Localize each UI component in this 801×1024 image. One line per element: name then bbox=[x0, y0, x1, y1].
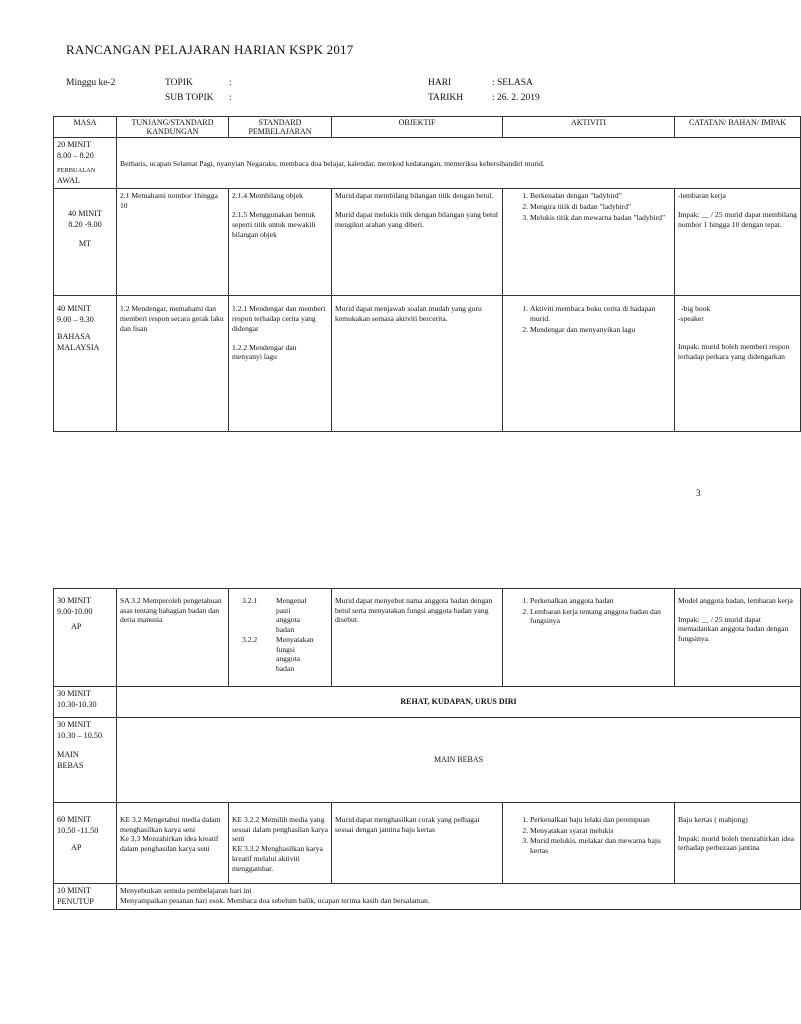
list-item: 2. Menyatakan syarat melukis bbox=[530, 826, 671, 836]
aktiviti-cell bbox=[503, 803, 675, 884]
catatan-cell: -lembaran kerja Impak: __ / 25 murid dapat membilang nombor 1 hingga 10 dengan tepat. bbox=[675, 189, 801, 296]
objektif-cell: Murid dapat menyebut nama anggota badan dengan betul serta menyatakan fungsi anggota badan yang disebut. bbox=[332, 589, 503, 687]
hari-label: HARI bbox=[428, 78, 452, 88]
objektif-cell: Murid dapat menghasilkan corak yang pelbagai sesuai dengan jantina baju kertas bbox=[332, 803, 503, 884]
list-item: 3. Melukis titik dan mewarna badan "ladybird" bbox=[530, 213, 671, 223]
assembly-text: Berbaris, ucapan Selamat Pagi, nyanyian Negaraku, membaca doa belajar, kalendar, merekod kedatangan, memeriksa kebersihandiri murid. bbox=[117, 138, 801, 189]
tarikh-value: : 26. 2. 2019 bbox=[492, 93, 540, 103]
lesson-plan-table-2 bbox=[53, 588, 801, 910]
list-item: 1. Aktiviti membaca buku cerita di hadapan murid. bbox=[530, 304, 671, 323]
lesson-plan-table-1 bbox=[53, 116, 801, 432]
table-row bbox=[54, 803, 801, 884]
header-masa: MASA bbox=[54, 117, 117, 138]
masa-cell: 30 MINIT 10.30-10.30 bbox=[54, 687, 117, 718]
aktiviti-cell bbox=[503, 589, 675, 687]
list-item: 1. Berkenalan dengan "ladybird" bbox=[530, 191, 671, 201]
list-item: 1. Perkenalkan anggota badan bbox=[530, 596, 671, 606]
standard-pembelajaran-cell: 3.2.1 Mengenal pasti anggota badan 3.2.2 Menyatakan fungsi anggota badan bbox=[229, 589, 332, 687]
page-number: 3 bbox=[696, 488, 701, 498]
list-item: 3. Murid melukis, melakar dan mewarna baju kertas bbox=[530, 836, 671, 855]
masa-cell: 10 MINIT PENUTUP bbox=[54, 884, 117, 910]
header-objektif: OBJEKTIF bbox=[332, 117, 503, 138]
standard-pembelajaran-cell: 1.2.1 Mendengar dan memberi respon terhadap cerita yang didengar 1.2.2 Mendengar dan menyanyi lagu bbox=[229, 296, 332, 432]
topik-value: : bbox=[229, 78, 232, 88]
table-row bbox=[54, 189, 801, 296]
topik-label: TOPIK bbox=[165, 78, 193, 88]
standard-kandungan-cell: 2.1 Memahami nombor 1hingga 10 bbox=[117, 189, 229, 296]
table-header-row bbox=[54, 117, 801, 138]
catatan-cell: -big book -speaker Impak: murid boleh memberi respon terhadap perkara yang didengarkan bbox=[675, 296, 801, 432]
standard-kandungan-cell: 1.2 Mendengar, memahami dan memberi respon secara gerak laku dan lisan bbox=[117, 296, 229, 432]
catatan-cell: Baju kertas ( mahjong) Impak: murid boleh menzahirkan idea terhadap perbezaan jantina bbox=[675, 803, 801, 884]
aktiviti-cell bbox=[503, 296, 675, 432]
hari-value: : SELASA bbox=[492, 78, 533, 88]
table-row bbox=[54, 884, 801, 910]
standard-pembelajaran-cell: KE 3.2.2 Memilih media yang sesuai dalam penghasilan karya seni KE 3.3.2 Menghasilkan karya kreatif melalui aktiviti menggambar. bbox=[229, 803, 332, 884]
penutup-text: Menyebutkan semula pembelajaran hari ini Menyampaikan pesanan hari esok. Membaca doa sebelum balik, ucapan terima kasih dan bersalaman. bbox=[117, 884, 801, 910]
header-aktiviti: AKTIVITI bbox=[503, 117, 675, 138]
rehat-label: REHAT, KUDAPAN, URUS DIRI bbox=[117, 687, 801, 718]
table-row bbox=[54, 589, 801, 687]
page-title: RANCANGAN PELAJARAN HARIAN KSPK 2017 bbox=[66, 42, 354, 57]
header-standard-pembelajaran: STANDARD PEMBELAJARAN bbox=[229, 117, 332, 138]
subtopik-value: : bbox=[229, 93, 232, 103]
masa-cell: 30 MINIT 9.00-10.00 AP bbox=[54, 589, 117, 687]
objektif-cell: Murid dapat membilang bilangan titik dengan betul. Murid dapat melukis titik dengan bilangan yang betul mengikut arahan yang diberi. bbox=[332, 189, 503, 296]
list-item: 2. Mengira titik di badan "ladybird" bbox=[530, 202, 671, 212]
list-item: 1. Perkenalkan baju lelaki dan perempuan bbox=[530, 815, 671, 825]
table-row bbox=[54, 687, 801, 718]
standard-pembelajaran-cell: 2.1.4 Membilang objek 2.1.5 Menggunakan bentuk seperti titik untuk mewakili bilangan objek bbox=[229, 189, 332, 296]
catatan-cell: Model anggota badan, lembaran kerja Impak: __ / 25 murid dapat memadankan anggota badan dengan fungsinya. bbox=[675, 589, 801, 687]
objektif-cell: Murid dapat menjawab soalan mudah yang guru kemukakan semasa aktiviti bercerita. bbox=[332, 296, 503, 432]
aktiviti-cell bbox=[503, 189, 675, 296]
list-item: 2. Mendengar dan menyanyikan lagu bbox=[530, 325, 671, 335]
standard-kandungan-cell: KE 3.2 Mengetahui media dalam menghasilkan karya seni Ke 3.3 Menzahirkan idea kreatif dalam penghasilan karya seni bbox=[117, 803, 229, 884]
masa-cell: 60 MINIT 10.50 -11.50 AP bbox=[54, 803, 117, 884]
header-standard-kandungan: TUNJANG/STANDARD KANDUNGAN bbox=[117, 117, 229, 138]
masa-cell: 30 MINIT 10.30 – 10.50 MAIN BEBAS bbox=[54, 718, 117, 803]
tarikh-label: TARIKH bbox=[428, 93, 464, 103]
table-row bbox=[54, 718, 801, 803]
header-catatan: CATATAN/ BAHAN/ IMPAK bbox=[675, 117, 801, 138]
main-bebas-label: MAIN BEBAS bbox=[117, 718, 801, 803]
subtopik-label: SUB TOPIK bbox=[165, 93, 214, 103]
list-item: 2. Lembaran kerja tentang anggota badan dan fungsinya bbox=[530, 607, 671, 626]
standard-kandungan-cell: SA 3.2 Memperoleh pengetahuan asas tentang bahagian badan dan deria manusia bbox=[117, 589, 229, 687]
masa-cell: 40 MINIT 9.00 – 9.30 BAHASA MALAYSIA bbox=[54, 296, 117, 432]
table-row bbox=[54, 296, 801, 432]
table-row bbox=[54, 138, 801, 189]
week-label: Minggu ke-2 bbox=[66, 78, 116, 88]
masa-cell: 20 MINIT 8.00 – 8.20 PERBUALAN AWAL bbox=[54, 138, 117, 189]
masa-cell: 40 MINIT 8.20 -9.00 MT bbox=[54, 189, 117, 296]
